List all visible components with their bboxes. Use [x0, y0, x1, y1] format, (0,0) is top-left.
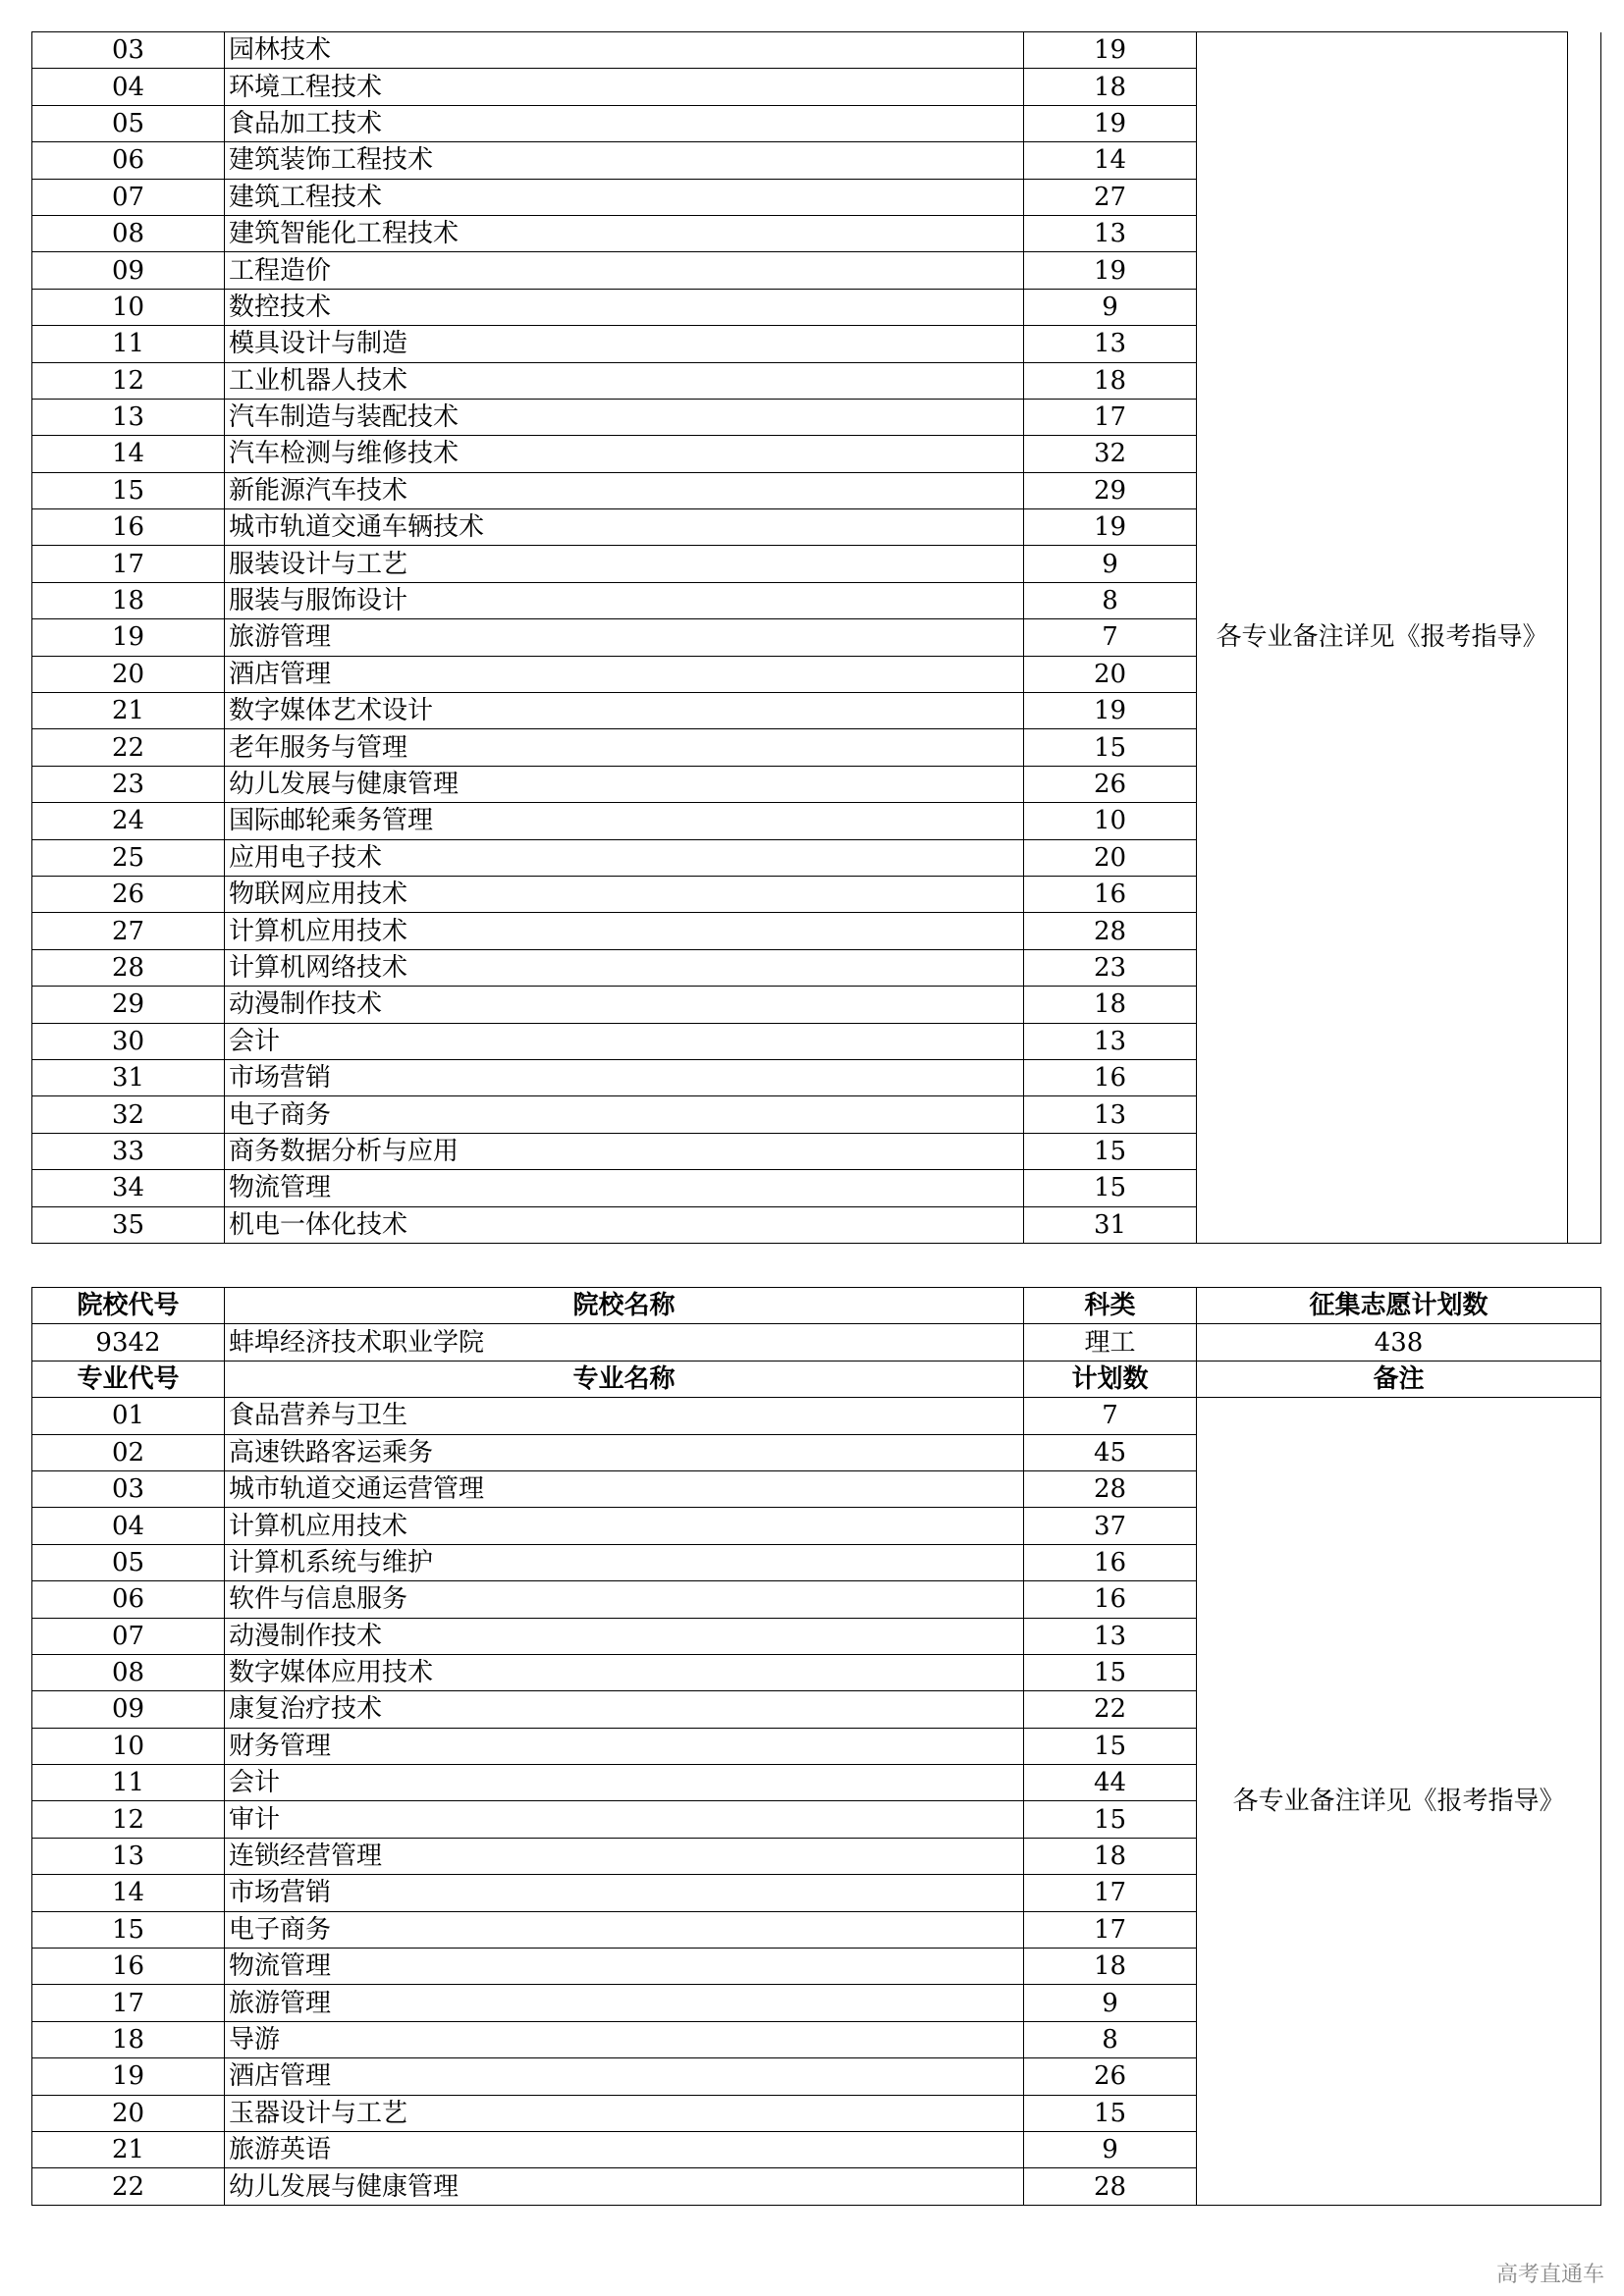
plan-count: 9	[1024, 2131, 1197, 2167]
major-name: 计算机应用技术	[225, 1508, 1024, 1544]
major-name: 动漫制作技术	[225, 987, 1024, 1023]
major-name: 工业机器人技术	[225, 362, 1024, 399]
major-name: 服装与服饰设计	[225, 582, 1024, 618]
major-name: 园林技术	[225, 32, 1024, 69]
major-code: 09	[32, 252, 225, 289]
plan-count: 15	[1024, 1728, 1197, 1764]
major-code: 01	[32, 1398, 225, 1434]
school-plan-count: 438	[1197, 1324, 1601, 1361]
major-name: 机电一体化技术	[225, 1206, 1024, 1243]
major-name: 城市轨道交通车辆技术	[225, 509, 1024, 546]
plan-count: 20	[1024, 656, 1197, 692]
major-name: 应用电子技术	[225, 839, 1024, 876]
plan-count: 18	[1024, 362, 1197, 399]
major-code: 24	[32, 803, 225, 839]
major-code: 10	[32, 289, 225, 325]
plan-count: 28	[1024, 1470, 1197, 1507]
major-name: 会计	[225, 1765, 1024, 1801]
plan-count: 15	[1024, 1170, 1197, 1206]
plan-count: 17	[1024, 399, 1197, 435]
major-name: 食品加工技术	[225, 105, 1024, 141]
major-name: 旅游管理	[225, 619, 1024, 656]
major-name: 数字媒体应用技术	[225, 1654, 1024, 1690]
major-name: 财务管理	[225, 1728, 1024, 1764]
admission-plan-table-school-9342	[31, 1287, 1601, 2206]
major-name: 酒店管理	[225, 656, 1024, 692]
major-code: 35	[32, 1206, 225, 1243]
major-code: 05	[32, 105, 225, 141]
major-name: 连锁经营管理	[225, 1838, 1024, 1874]
major-code: 06	[32, 1581, 225, 1618]
major-code: 04	[32, 1508, 225, 1544]
major-code: 30	[32, 1023, 225, 1059]
remarks-cell: 各专业备注详见《报考指导》	[1197, 32, 1568, 1244]
plan-count: 45	[1024, 1434, 1197, 1470]
plan-count: 13	[1024, 326, 1197, 362]
plan-count: 22	[1024, 1691, 1197, 1728]
blank-edge-cell	[1568, 32, 1601, 1244]
major-code: 14	[32, 1875, 225, 1911]
plan-count: 29	[1024, 472, 1197, 508]
major-code: 10	[32, 1728, 225, 1764]
plan-count: 7	[1024, 619, 1197, 656]
major-name: 环境工程技术	[225, 69, 1024, 105]
major-code: 19	[32, 619, 225, 656]
school-code-header: 院校代号	[32, 1288, 225, 1324]
plan-count: 8	[1024, 582, 1197, 618]
plan-count: 15	[1024, 1133, 1197, 1169]
major-code: 03	[32, 1470, 225, 1507]
major-name: 食品营养与卫生	[225, 1398, 1024, 1434]
major-code: 31	[32, 1059, 225, 1095]
major-code: 12	[32, 362, 225, 399]
major-name: 电子商务	[225, 1911, 1024, 1948]
major-name: 汽车检测与维修技术	[225, 436, 1024, 472]
plan-count: 7	[1024, 1398, 1197, 1434]
major-name: 计算机网络技术	[225, 949, 1024, 986]
table-body	[32, 1288, 1601, 2206]
major-code: 16	[32, 1949, 225, 1985]
major-code: 28	[32, 949, 225, 986]
major-name: 会计	[225, 1023, 1024, 1059]
major-code: 05	[32, 1544, 225, 1580]
school-name: 蚌埠经济技术职业学院	[225, 1324, 1024, 1361]
plan-count: 18	[1024, 1949, 1197, 1985]
major-code: 06	[32, 142, 225, 179]
major-code: 33	[32, 1133, 225, 1169]
major-code: 32	[32, 1096, 225, 1133]
plan-count: 19	[1024, 693, 1197, 729]
major-code: 20	[32, 656, 225, 692]
note-header: 备注	[1197, 1361, 1601, 1397]
plan-count: 13	[1024, 1096, 1197, 1133]
table-body	[32, 32, 1601, 1244]
major-code: 13	[32, 399, 225, 435]
count-header: 计划数	[1024, 1361, 1197, 1397]
major-code: 23	[32, 766, 225, 802]
major-code-header: 专业代号	[32, 1361, 225, 1397]
major-code: 14	[32, 436, 225, 472]
major-code: 27	[32, 913, 225, 949]
major-name: 旅游英语	[225, 2131, 1024, 2167]
major-code: 07	[32, 1618, 225, 1654]
major-name: 数字媒体艺术设计	[225, 693, 1024, 729]
plan-count: 13	[1024, 1023, 1197, 1059]
major-code: 08	[32, 1654, 225, 1690]
major-name-header: 专业名称	[225, 1361, 1024, 1397]
major-name: 高速铁路客运乘务	[225, 1434, 1024, 1470]
plan-count: 19	[1024, 105, 1197, 141]
plan-count: 19	[1024, 509, 1197, 546]
plan-count: 20	[1024, 839, 1197, 876]
plan-count: 15	[1024, 729, 1197, 766]
major-code: 09	[32, 1691, 225, 1728]
major-name: 计算机系统与维护	[225, 1544, 1024, 1580]
major-code: 16	[32, 509, 225, 546]
major-code: 21	[32, 2131, 225, 2167]
major-code: 22	[32, 2168, 225, 2205]
major-name: 建筑智能化工程技术	[225, 215, 1024, 251]
major-name: 市场营销	[225, 1875, 1024, 1911]
major-code: 21	[32, 693, 225, 729]
major-header-row	[32, 1361, 1601, 1397]
major-name: 电子商务	[225, 1096, 1024, 1133]
major-code: 18	[32, 582, 225, 618]
major-name: 汽车制造与装配技术	[225, 399, 1024, 435]
plan-count: 9	[1024, 1985, 1197, 2021]
plan-count: 26	[1024, 766, 1197, 802]
major-code: 34	[32, 1170, 225, 1206]
major-code: 15	[32, 472, 225, 508]
major-code: 17	[32, 1985, 225, 2021]
major-name: 旅游管理	[225, 1985, 1024, 2021]
plan-count: 18	[1024, 69, 1197, 105]
major-code: 29	[32, 987, 225, 1023]
major-code: 26	[32, 876, 225, 912]
major-code: 07	[32, 179, 225, 215]
major-name: 计算机应用技术	[225, 913, 1024, 949]
major-code: 13	[32, 1838, 225, 1874]
plan-count: 17	[1024, 1875, 1197, 1911]
plan-count: 19	[1024, 32, 1197, 69]
major-name: 老年服务与管理	[225, 729, 1024, 766]
major-name: 国际邮轮乘务管理	[225, 803, 1024, 839]
plan-count: 9	[1024, 289, 1197, 325]
plan-count: 18	[1024, 987, 1197, 1023]
major-name: 商务数据分析与应用	[225, 1133, 1024, 1169]
major-code: 12	[32, 1801, 225, 1838]
school-info-row	[32, 1324, 1601, 1361]
major-code: 19	[32, 2058, 225, 2095]
major-name: 建筑装饰工程技术	[225, 142, 1024, 179]
plan-count: 14	[1024, 142, 1197, 179]
major-name: 软件与信息服务	[225, 1581, 1024, 1618]
major-code: 03	[32, 32, 225, 69]
major-name: 动漫制作技术	[225, 1618, 1024, 1654]
major-name: 幼儿发展与健康管理	[225, 2168, 1024, 2205]
plan-count: 13	[1024, 1618, 1197, 1654]
major-name: 幼儿发展与健康管理	[225, 766, 1024, 802]
table-row	[32, 1398, 1601, 1434]
watermark: 高考直通车	[1495, 2263, 1604, 2287]
plan-count: 32	[1024, 436, 1197, 472]
major-name: 服装设计与工艺	[225, 546, 1024, 582]
major-name: 物流管理	[225, 1949, 1024, 1985]
category-header: 科类	[1024, 1288, 1197, 1324]
plan-count: 17	[1024, 1911, 1197, 1948]
major-name: 导游	[225, 2021, 1024, 2057]
plan-count: 28	[1024, 2168, 1197, 2205]
plan-count: 9	[1024, 546, 1197, 582]
plan-count: 15	[1024, 2095, 1197, 2131]
major-code: 20	[32, 2095, 225, 2131]
major-name: 物流管理	[225, 1170, 1024, 1206]
plan-count: 23	[1024, 949, 1197, 986]
plan-count: 26	[1024, 2058, 1197, 2095]
plan-count: 18	[1024, 1838, 1197, 1874]
major-name: 物联网应用技术	[225, 876, 1024, 912]
plan-count: 31	[1024, 1206, 1197, 1243]
school-category: 理工	[1024, 1324, 1197, 1361]
plan-count: 28	[1024, 913, 1197, 949]
plan-count: 19	[1024, 252, 1197, 289]
major-name: 城市轨道交通运营管理	[225, 1470, 1024, 1507]
table-row	[32, 32, 1601, 69]
plan-count: 8	[1024, 2021, 1197, 2057]
plan-count: 44	[1024, 1765, 1197, 1801]
major-code: 04	[32, 69, 225, 105]
plan-count: 16	[1024, 876, 1197, 912]
plan-header: 征集志愿计划数	[1197, 1288, 1601, 1324]
major-name: 酒店管理	[225, 2058, 1024, 2095]
plan-count: 15	[1024, 1654, 1197, 1690]
major-code: 17	[32, 546, 225, 582]
plan-count: 15	[1024, 1801, 1197, 1838]
major-code: 15	[32, 1911, 225, 1948]
major-name: 新能源汽车技术	[225, 472, 1024, 508]
major-name: 建筑工程技术	[225, 179, 1024, 215]
major-code: 08	[32, 215, 225, 251]
major-name: 康复治疗技术	[225, 1691, 1024, 1728]
major-name: 审计	[225, 1801, 1024, 1838]
major-code: 11	[32, 1765, 225, 1801]
school-name-header: 院校名称	[225, 1288, 1024, 1324]
major-code: 22	[32, 729, 225, 766]
plan-count: 27	[1024, 179, 1197, 215]
plan-count: 37	[1024, 1508, 1197, 1544]
admission-plan-table-continued	[31, 31, 1601, 1244]
plan-count: 16	[1024, 1059, 1197, 1095]
major-name: 玉器设计与工艺	[225, 2095, 1024, 2131]
major-name: 工程造价	[225, 252, 1024, 289]
major-code: 25	[32, 839, 225, 876]
major-name: 数控技术	[225, 289, 1024, 325]
major-code: 11	[32, 326, 225, 362]
plan-count: 13	[1024, 215, 1197, 251]
school-code: 9342	[32, 1324, 225, 1361]
major-name: 市场营销	[225, 1059, 1024, 1095]
remarks-cell: 各专业备注详见《报考指导》	[1197, 1398, 1601, 2206]
major-code: 02	[32, 1434, 225, 1470]
major-code: 18	[32, 2021, 225, 2057]
major-name: 模具设计与制造	[225, 326, 1024, 362]
plan-count: 10	[1024, 803, 1197, 839]
school-header-row	[32, 1288, 1601, 1324]
plan-count: 16	[1024, 1544, 1197, 1580]
plan-count: 16	[1024, 1581, 1197, 1618]
